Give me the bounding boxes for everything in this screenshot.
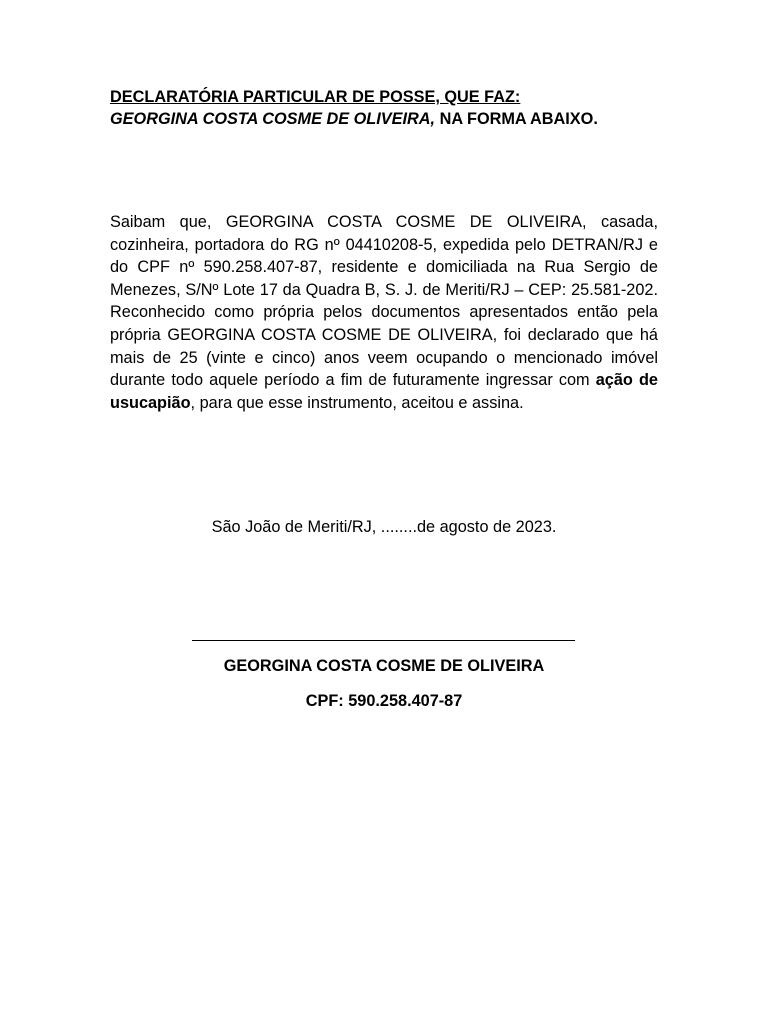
signature-line [192,640,575,641]
signature-name: GEORGINA COSTA COSME DE OLIVEIRA [223,657,545,675]
signature-cpf: CPF: 590.258.407-87 [305,692,463,710]
title-line-2 [110,108,670,130]
title-declarant-name: GEORGINA COSTA COSME DE OLIVEIRA, [110,110,436,128]
declaration-body [110,211,658,414]
place-date-line: São João de Meriti/RJ, ........de agosto de 2023. [211,518,557,536]
body-text-start: Saibam que, GEORGINA COSTA COSME DE OLIVEIRA, casada, cozinheira, portadora do RG nº 04410208-5, expedida pelo DETRAN/RJ e do CPF nº 590.258.407-87, residente e domiciliada na Rua Sergio de Menezes, S/Nº Lote 17 da Quadra B, S. J. de Meriti/RJ – CEP: 25.581-202. Reconhecido como própria pelos documentos apresentados então pela própria GEORGINA COSTA COSME DE OLIVEIRA, foi declarado que há mais de 25 (vinte e cinco) anos veem ocupando o mencionado imóvel durante todo aquele período a fim de futuramente ingressar com [110,213,658,390]
title-line-1: DECLARATÓRIA PARTICULAR DE POSSE, QUE FAZ: [110,88,521,106]
document-title [110,86,670,130]
title-line-2-rest: NA FORMA ABAIXO. [435,110,598,128]
body-bold-text: ação de usucapião [110,371,658,412]
body-text-end: , para que esse instrumento, aceitou e assina. [190,393,524,412]
